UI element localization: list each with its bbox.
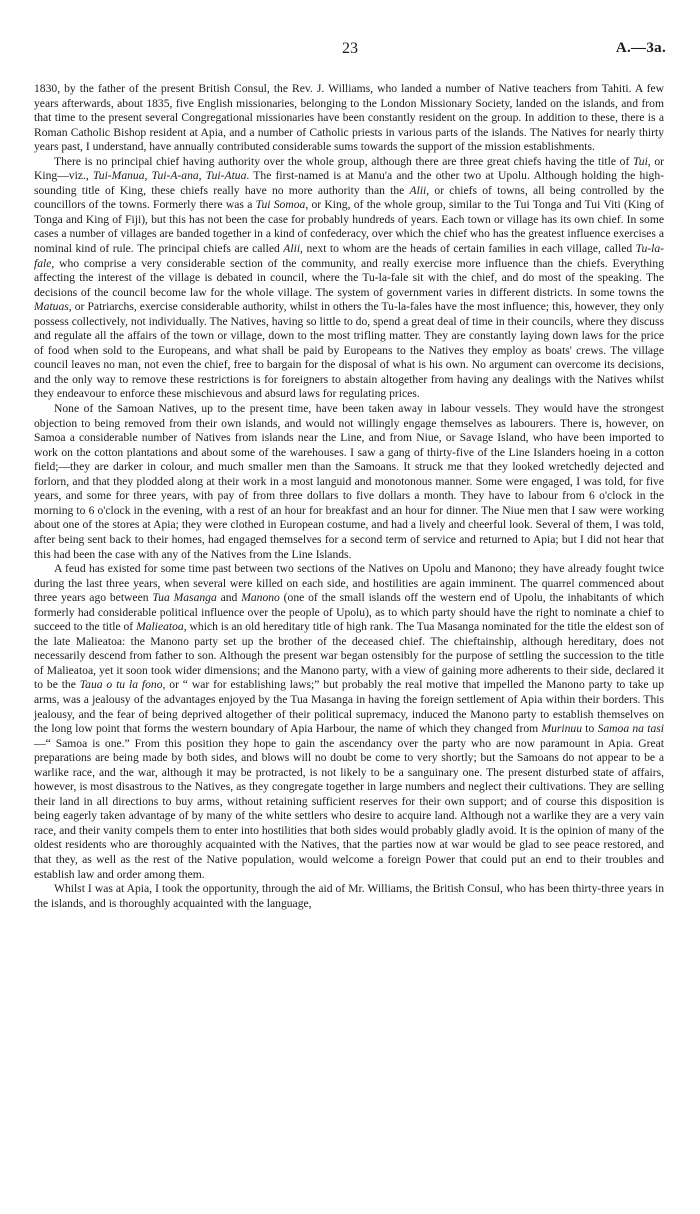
text-run: , which is an old hereditary title of high rank. The Tua Masanga nominated for the title the eldest son of the late Malieatoa: the Manono party set up the brother of the deceased chief. The chieftainship, although hereditary, does not necessarily descend from father to son. Although the present war began ostensibly for the purpose of settling the succession to the title of Malieatoa, yet it soon took wider dimensions; and the Manono party, with a view of gaining more adherents to their side, declared it to be the <box>34 620 664 692</box>
paragraph <box>34 562 664 882</box>
italic-term: Alii <box>283 242 301 256</box>
italic-term: Taua o tu la fono <box>79 678 163 692</box>
text-run: Whilst I was at Apia, I took the opportunity, through the aid of Mr. Williams, the British Consul, who has been thirty-three years in the islands, and is thoroughly acquainted with the language, <box>34 882 664 910</box>
text-run: , who comprise a very considerable section of the community, and really exercise more influence than the chiefs. Everything affecting the interest of the village is debated in council, where the Tu-la-fale sit with the chief, and do most of the speaking. The decisions of the council become law for the whole village. The system of government varies in different districts. In some towns the <box>34 256 664 299</box>
paragraph <box>34 82 664 155</box>
paragraph <box>34 882 664 911</box>
italic-term: Tu-la-fale <box>34 242 664 270</box>
italic-term: Alii <box>409 183 427 197</box>
page-header <box>30 40 670 60</box>
text-run: , or King, of the whole group, similar to the Tui Tonga and Tui Viti (King of Tonga and King of Fiji), but this has not been the case for probably hundreds of years. Each town or village has its own chief. In some cases a number of villages are banded together in a kind of confederacy, over which the chief who has the greatest influence exercises a nominal kind of rule. The principal chiefs are called <box>34 198 664 256</box>
italic-term: Malieatoa <box>136 620 184 634</box>
text-run: 1830, by the father of the present British Consul, the Rev. J. Williams, who landed a number of Native teachers from Tahiti. A few years afterwards, about 1835, five English missionaries, belonging to the London Missionary Society, landed on the islands, and from that time to the present several Congregational missionaries have been constantly resident on the group. In addition to these, there is a Roman Catholic Bishop resident at Apia, and a number of Catholic priests in various parts of the islands. The Natives for nearly thirty years past, I understand, have annually contributed considerable sums towards the support of the mission establishments. <box>34 82 664 154</box>
text-run: , or King—viz., <box>34 154 664 183</box>
text-run: —“ Samoa is one.” From this position they hope to gain the ascendancy over the party who are now paramount in Apia. Great preparations are being made by both sides, and blows will no doubt be come to very shortly; but the Samoans do not appear to be a warlike race, and the war, although it may be protracted, is not likely to be a sanguinary one. The present disturbed state of affairs, however, is most disastrous to the Natives, as they congregate together in large numbers and neglect their cultivations. They are selling their land in all directions to buy arms, without retaining sufficient reserves for their own support; and of course this disposition is being eagerly taken advantage of by many of the white settlers who desire to acquire land. Although not a warlike they are a very vain race, and their vanity compels them to enter into hostilities that both sides would probably gladly avoid. It is the opinion of many of the oldest residents who are thoroughly acquainted with the Natives, that the parties now at war would be glad to see peace restored, and that they, as well as the rest of the Native population, would welcome a foreign Power that could put an end to their troubles and establish law and order among them. <box>34 736 664 881</box>
document-reference: A.—3a. <box>615 40 666 56</box>
text-run: . The first-named is at Manu'a and the other two at Upolu. Although holding the high-sounding title of King, these chiefs really have no more authority than the <box>34 169 665 197</box>
italic-term: Murinuu <box>541 722 583 736</box>
italic-term: Matuas <box>34 300 69 314</box>
italic-term: Samoa na tasi <box>597 722 664 736</box>
italic-term: Tui <box>632 154 648 168</box>
paragraph <box>34 155 664 402</box>
text-run: None of the Samoan Natives, up to the present time, have been taken away in labour vessels. They would have the strongest objection to being removed from their own islands, and would not willingly engage themselves as labourers. There is, however, on Samoa a considerable number of Natives from islands near the Line, and from Niue, or Savage Island, who have been imported to work on the cotton plantations and about some of the warehouses. I saw a gang of thirty-five of the Line Islanders hoeing in a cotton field;—they are darker in colour, and much smaller men than the Samoans. It struck me that they looked wretchedly dejected and forlorn, and that they plodded along at their work in a most languid and monotonous manner. Some were engaged, I was told, for five years, and some for three years, with pay of from three dollars to five dollars a month. They have to labour from 6 o'clock in the morning to 6 o'clock in the evening, with a rest of an hour for breakfast and an hour for dinner. The Niue men that I saw were working about one of the stores at Apia; they were clothed in European costume, and had a lively and cheerful look. Several of them, I was told, after being sent back to their homes, had engaged themselves for a second term of service and returned to Apia; but I did not hear that this had been the case with any of the Natives from the Line Islands. <box>34 402 664 561</box>
text-run: , or “ war for establishing laws;” but probably the real motive that impelled the Manono party to take up arms, was a jealousy of the advantages enjoyed by the Tua Masanga in having the foreign settlement of Apia within their borders. This jealousy, and the fear of being deprived altogether of their political supremacy, induced the Manono party to establish themselves on the long low point that forms the western boundary of Apia Harbour, the name of which they changed from <box>34 678 665 736</box>
body-text <box>34 82 664 911</box>
text-run: to <box>582 722 598 736</box>
page-number: 23 <box>342 40 358 57</box>
paragraph <box>34 402 664 562</box>
italic-term: Manono <box>241 591 280 605</box>
text-run: , or Patriarchs, exercise considerable authority, whilst in others the Tu-la-fales have the most influence; this, however, they only possess collectively, not individually. The Natives, having so little to do, spend a great deal of time in their councils, where they discuss and regulate all the affairs of the town or village, down to the most trifling matter. They are constantly laying down laws for the price of food when sold to the Europeans, and what shall be paid by Europeans to the Natives they employ as boats' crews. The village council leaves no man, not even the chief, free to bargain for the disposal of what is his own. No argument can overcome its decisions, and the only way to remove these restrictions is for foreigners to abstain altogether from having any dealings with the Natives whilst they endeavour to enforce these mischievous and absurd laws for regulating prices. <box>34 300 664 401</box>
italic-term: Tui-Manua, Tui-A-ana, Tui-Atua <box>92 169 247 183</box>
text-run: There is no principal chief having authority over the whole group, although there are three great chiefs having the title of <box>54 154 633 168</box>
text-run: , or chiefs of towns, all being controlled by the councillors of the towns. Formerly there was a <box>34 183 664 212</box>
italic-term: Tua Masanga <box>152 591 217 605</box>
text-run: and <box>216 591 242 605</box>
text-run: , next to whom are the heads of certain families in each village, called <box>300 242 636 256</box>
italic-term: Tui Somoa <box>255 198 306 212</box>
text-run: (one of the small islands off the western end of Upolu, the inhabitants of which formerly had considerable political influence over the people of Upolu), as to which party should have the right to nominate a chief to succeed to the title of <box>34 591 664 634</box>
text-run: A feud has existed for some time past between two sections of the Natives on Upolu and Manono; they have already fought twice during the last three years, when several were killed on each side, and hostilities are again imminent. The quarrel commenced about three years ago between <box>34 562 664 605</box>
